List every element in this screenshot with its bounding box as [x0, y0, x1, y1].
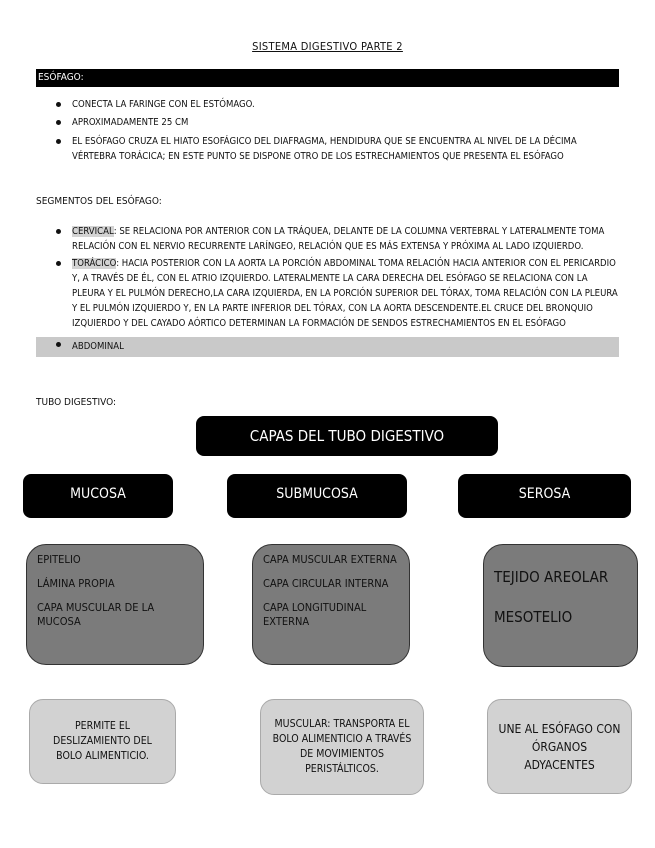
diagram-title: CAPAS DEL TUBO DIGESTIVO [196, 416, 498, 456]
submucosa-item: CAPA MUSCULAR EXTERNA [263, 553, 397, 566]
list-item-abdominal [36, 337, 619, 357]
segment-text: : SE RELACIONA POR ANTERIOR CON LA TRÁQUEA, DELANTE DE LA COLUMNA VERTEBRAL Y LATERALMENTE TOMA RELACIÓN CON EL NERVIO RECURRENTE LARÍNGEO, RELACIÓN QUE ES MÁS EXTENSA Y PRÓXIMA AL LADO IZQUIERDO. [72, 226, 605, 252]
esofago-heading: ESÓFAGO: [36, 69, 619, 87]
serosa-item: TEJIDO AREOLAR [494, 568, 609, 586]
submucosa-item: CAPA CIRCULAR INTERNA [263, 577, 389, 590]
list-item: APROXIMADAMENTE 25 CM [36, 115, 619, 130]
mucosa-item: EPITELIO [37, 553, 81, 566]
segmentos-heading: SEGMENTOS DEL ESÓFAGO: [36, 196, 162, 207]
serosa-contents-box [483, 544, 638, 667]
mucosa-item: CAPA MUSCULAR DE LA MUCOSA [37, 601, 155, 628]
serosa-description: UNE AL ESÓFAGO CON ÓRGANOS ADYACENTES [487, 699, 632, 794]
segment-term: CERVICAL [72, 226, 114, 237]
esofago-list [36, 97, 619, 164]
column-header-mucosa: MUCOSA [23, 474, 173, 518]
segment-term: ABDOMINAL [72, 341, 124, 352]
segment-term: TORÁCICO [72, 258, 117, 269]
segment-text: : HACIA POSTERIOR CON LA AORTA LA PORCIÓN ABDOMINAL TOMA RELACIÓN HACIA ANTERIOR CON EL PERICARDIO Y, A TRAVÉS DE ÉL, CON EL ATRIO IZQUIERDO. LATERALMENTE LA CARA DERECHA DEL ESÓFAGO SE RELACIONA CON LA PLEURA Y EL PULMÓN DERECHO,LA CARA IZQUIERDA, EN LA PORCIÓN SUPERIOR DEL TÓRAX, TOMA RELACIÓN CON LA PLEURA Y EL PULMÓN IZQUIERDO Y, EN LA PARTE INFERIOR DEL TÓRAX, CON LA AORTA DESCENDENTE.EL CRUCE DEL BRONQUIO IZQUIERDO Y DEL CAYADO AÓRTICO DETERMINAN LA FORMACIÓN DE SENDOS ESTRECHAMIENTOS EN EL ESÓFAGO [72, 258, 618, 329]
mucosa-item: LÁMINA PROPIA [37, 577, 115, 590]
list-item-toracico [36, 256, 619, 331]
mucosa-contents-box [26, 544, 204, 665]
column-header-serosa: SEROSA [458, 474, 631, 518]
mucosa-description: PERMITE EL DESLIZAMIENTO DEL BOLO ALIMENTICIO. [29, 699, 176, 784]
serosa-item: MESOTELIO [494, 608, 573, 626]
column-header-submucosa: SUBMUCOSA [227, 474, 407, 518]
submucosa-contents-box [252, 544, 410, 665]
list-item-cervical [36, 224, 619, 254]
segmentos-list [36, 224, 619, 357]
submucosa-item: CAPA LONGITUDINAL EXTERNA [263, 601, 367, 628]
submucosa-description: MUSCULAR: TRANSPORTA EL BOLO ALIMENTICIO A TRAVÉS DE MOVIMIENTOS PERISTÁLTICOS. [260, 699, 424, 795]
tubo-label: TUBO DIGESTIVO: [36, 397, 117, 408]
list-item: CONECTA LA FARINGE CON EL ESTÓMAGO. [36, 97, 619, 112]
list-item: EL ESÓFAGO CRUZA EL HIATO ESOFÁGICO DEL DIAFRAGMA, HENDIDURA QUE SE ENCUENTRA AL NIVEL DE LA DÉCIMA VÉRTEBRA TORÁCICA; EN ESTE PUNTO SE DISPONE OTRO DE LOS ESTRECHAMIENTOS QUE PRESENTA EL ESÓFAGO [36, 134, 619, 164]
page-title: SISTEMA DIGESTIVO PARTE 2 [252, 40, 403, 53]
